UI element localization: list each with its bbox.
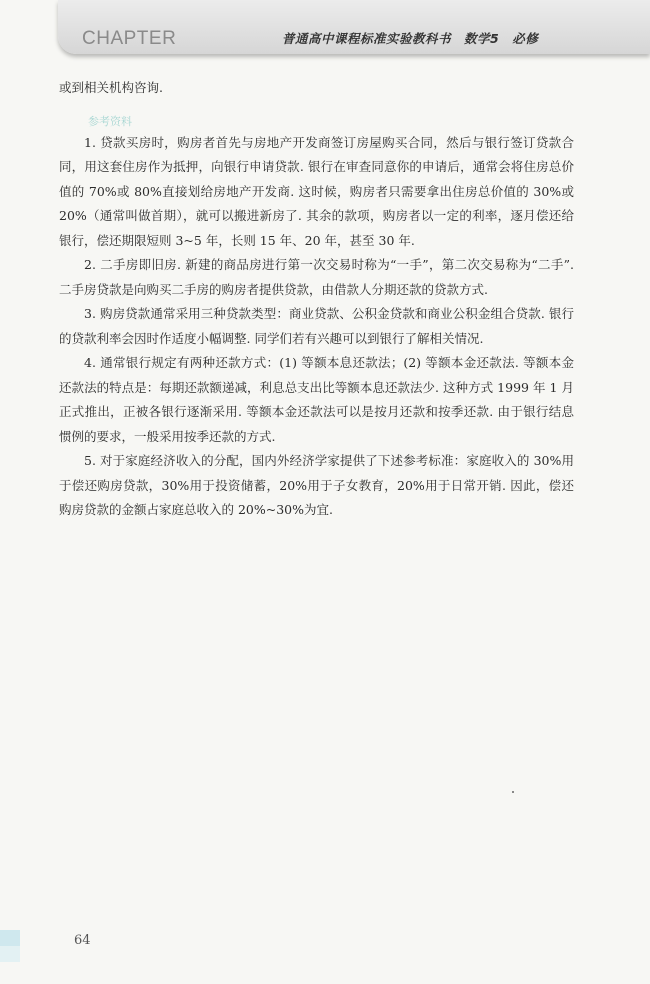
reference-item-4: 4. 通常银行规定有两种还款方式：(1) 等额本息还款法；(2) 等额本金还款法. 等额本金还款法的特点是：每期还款额递减，利息总支出比等额本息还款法少. 这种方式 1999 年 1 月正式推出，正被各银行逐渐采用. 等额本金还款法可以是按月还款和按季还款. 由于银行结息惯例的要求，一般采用按季还款的方式. [59,355,574,444]
page-number: 64 [74,933,91,948]
corner-tab-lower [0,946,20,962]
page-content [59,76,574,523]
reference-item-1: 1. 贷款买房时，购房者首先与房地产开发商签订房屋购买合同，然后与银行签订贷款合同，用这套住房作为抵押，向银行申请贷款. 银行在审查同意你的申请后，通常会将住房总价值的 70%或 80%直接划给房地产开发商. 这时候，购房者只需要拿出住房总价值的 30%或 20%（通常叫做首期），就可以搬进新房了. 其余的款项，购房者以一定的利率，逐月偿还给银行，偿还期限短则 3~5 年，长则 15 年、20 年，甚至 30 年. [59,134,574,248]
reference-label: 参考资料 [88,114,132,128]
book-title: 普通高中课程标准实验教科书 数学5 必修 [282,31,539,46]
reference-item-2: 2. 二手房即旧房. 新建的商品房进行第一次交易时称为“一手”，第二次交易称为“二手”. 二手房贷款是向购买二手房的购房者提供贷款，由借款人分期还款的贷款方式. [59,257,574,297]
chapter-label: CHAPTER [82,28,177,49]
intro-text: 或到相关机构咨询. [59,80,163,95]
reference-item-5: 5. 对于家庭经济收入的分配，国内外经济学家提供了下述参考标准：家庭收入的 30%用于偿还购房贷款，30%用于投资储蓄，20%用于子女教育，20%用于日常开销. 因此，偿还购房贷款的金额占家庭总收入的 20%~30%为宜. [59,453,574,517]
corner-tab [0,930,20,946]
stray-dot [512,791,514,793]
reference-item-3: 3. 购房贷款通常采用三种贷款类型：商业贷款、公积金贷款和商业公积金组合贷款. 银行的贷款利率会因时作适度小幅调整. 同学们若有兴趣可以到银行了解相关情况. [59,306,574,346]
